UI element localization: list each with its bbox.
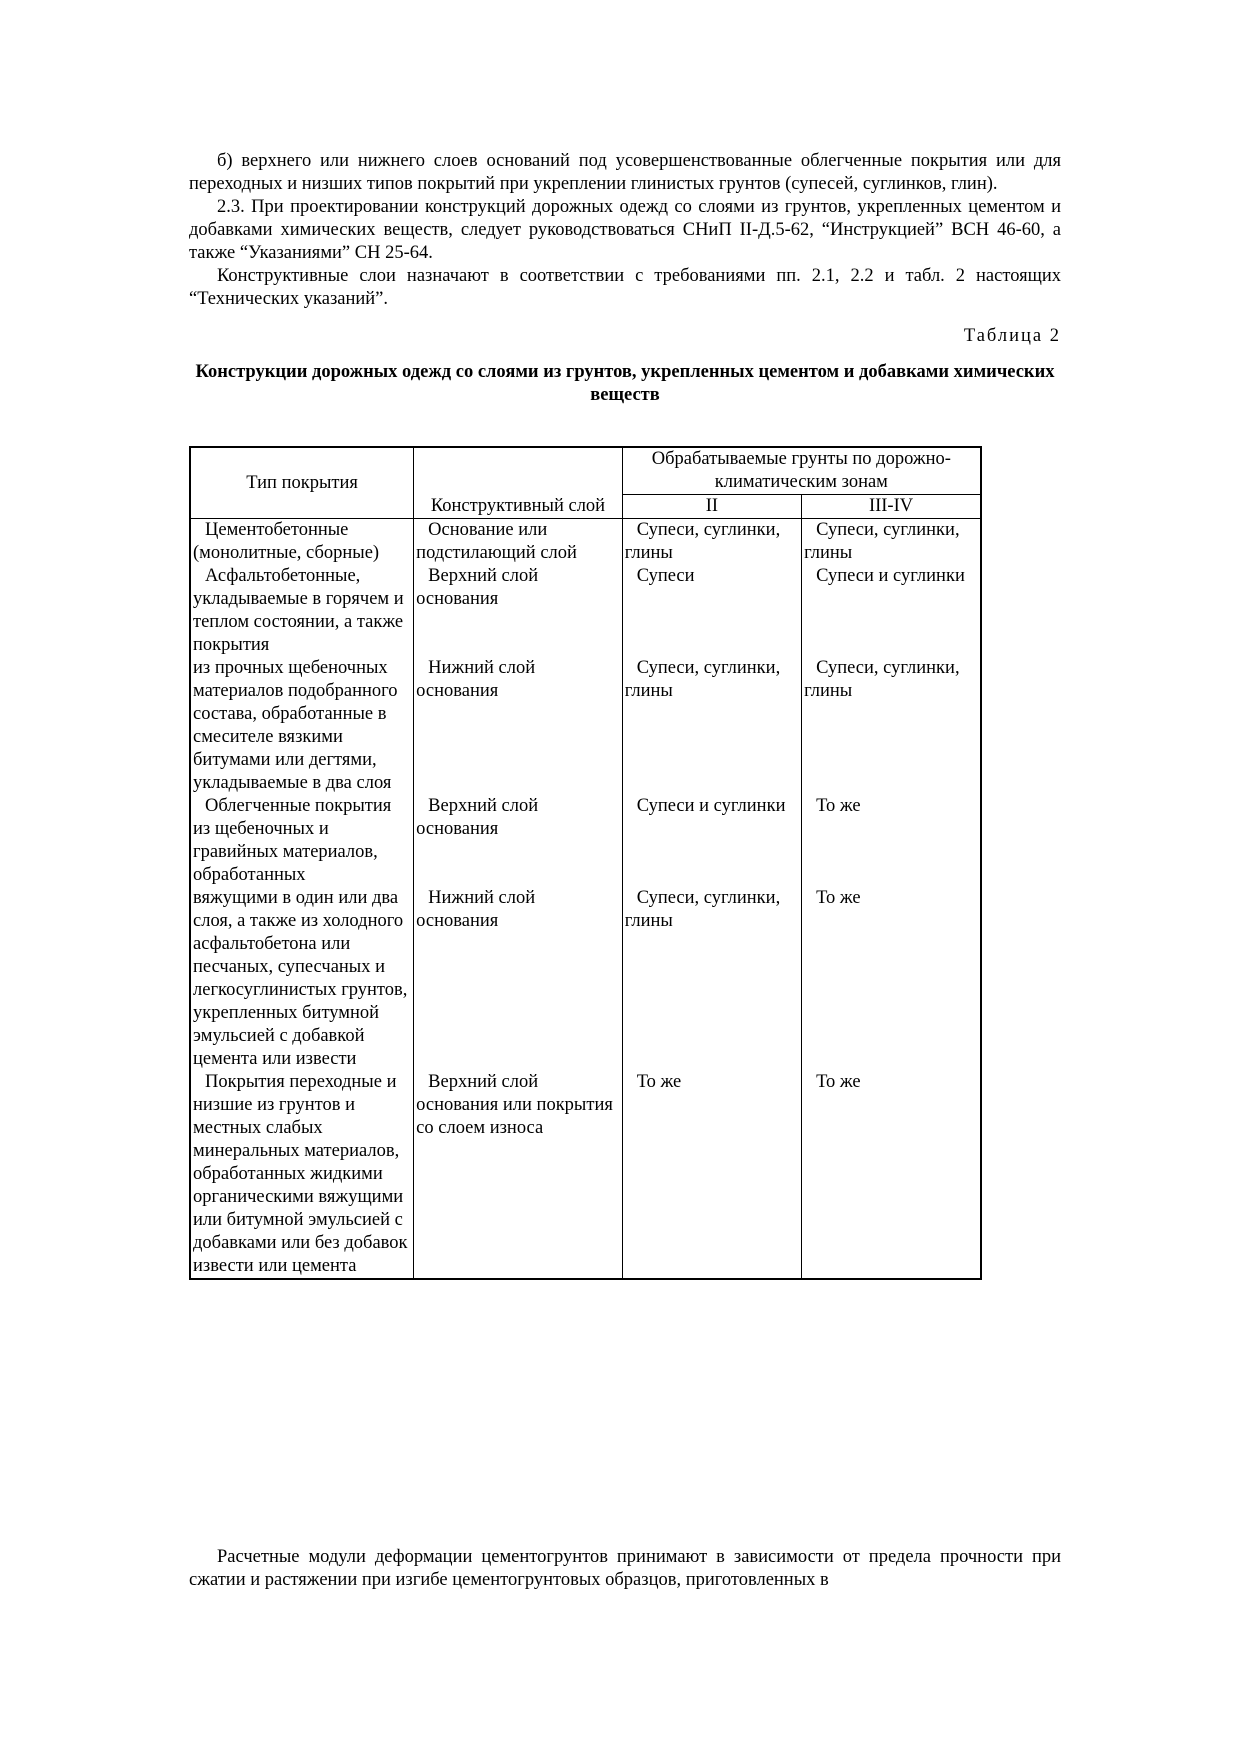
document-body	[189, 150, 1061, 407]
table-row	[190, 519, 981, 566]
cell-zone-2: Супеси, суглинки, глины	[622, 887, 801, 1071]
cell-type: Асфальтобетонные, укладываемые в горячем и теплом состоянии, а также покрытия	[190, 565, 414, 657]
cell-zone-2: Супеси и суглинки	[622, 795, 801, 887]
cell-zone-3-4: То же	[802, 887, 981, 1071]
cell-zone-3-4: То же	[802, 1071, 981, 1279]
cell-zone-3-4: Супеси, суглинки, глины	[802, 657, 981, 795]
cell-type: Покрытия переходные и низшие из грунтов и местных слабых минеральных материалов, обработанных жидкими органическими вяжущими или битумной эмульсией с добавками или без добавок извести или цемента	[190, 1071, 414, 1279]
paragraph-3: Конструктивные слои назначают в соответствии с требованиями пп. 2.1, 2.2 и табл. 2 настоящих “Технических указаний”.	[189, 266, 1061, 309]
header-coating-type: Тип покрытия	[190, 447, 414, 519]
table-title: Конструкции дорожных одежд со слоями из грунтов, укрепленных цементом и добавками химических веществ	[195, 362, 1055, 405]
cell-layer: Нижний слой основания	[414, 657, 623, 795]
paragraph-2: 2.3. При проектировании конструкций дорожных одежд со слоями из грунтов, укрепленных цементом и добавками химических веществ, следует руководствоваться СНиП II-Д.5-62, “Инструкцией” ВСН 46-60, а также “Указаниями” СН 25-64.	[189, 197, 1061, 263]
table-row	[190, 565, 981, 657]
cell-layer: Верхний слой основания	[414, 795, 623, 887]
cell-type: вяжущими в один или два слоя, а также из холодного асфальтобетона или песчаных, супесчаных и легкосуглинистых грунтов, укрепленных битумной эмульсией с добавкой цемента или извести	[190, 887, 414, 1071]
soil-construction-table	[189, 446, 982, 1280]
header-zone-2: II	[622, 495, 801, 519]
cell-zone-3-4: Супеси, суглинки, глины	[802, 519, 981, 566]
paragraph-footer: Расчетные модули деформации цементогрунтов принимают в зависимости от предела прочности при сжатии и растяжении при изгибе цементогрунтовых образцов, приготовленных в	[189, 1547, 1061, 1590]
cell-type: Цементобетонные (монолитные, сборные)	[190, 519, 414, 566]
paragraph-1: б) верхнего или нижнего слоев оснований под усовершенствованные облегченные покрытия или для переходных и низших типов покрытий при укреплении глинистых грунтов (супесей, суглинков, глин).	[189, 151, 1061, 194]
cell-layer: Верхний слой основания или покрытия со слоем износа	[414, 1071, 623, 1279]
header-zones: Обрабатываемые грунты по дорожно-климатическим зонам	[622, 447, 981, 495]
table-row	[190, 1071, 981, 1279]
table-row	[190, 887, 981, 1071]
table-row	[190, 795, 981, 887]
header-zone-3-4: III-IV	[802, 495, 981, 519]
cell-layer: Верхний слой основания	[414, 565, 623, 657]
cell-zone-3-4: Супеси и суглинки	[802, 565, 981, 657]
cell-layer: Нижний слой основания	[414, 887, 623, 1071]
cell-zone-3-4: То же	[802, 795, 981, 887]
footer-text	[189, 1546, 1061, 1592]
cell-layer: Основание или подстилающий слой	[414, 519, 623, 566]
table-row	[190, 657, 981, 795]
table-number: Таблица 2	[963, 326, 1061, 346]
cell-zone-2: То же	[622, 1071, 801, 1279]
header-structural-layer: Конструктивный слой	[414, 447, 623, 519]
cell-zone-2: Супеси	[622, 565, 801, 657]
cell-type: Облегченные покрытия из щебеночных и гравийных материалов, обработанных	[190, 795, 414, 887]
cell-zone-2: Супеси, суглинки, глины	[622, 657, 801, 795]
cell-zone-2: Супеси, суглинки, глины	[622, 519, 801, 566]
cell-type: из прочных щебеночных материалов подобранного состава, обработанные в смесителе вязкими битумами или дегтями, укладываемые в два слоя	[190, 657, 414, 795]
